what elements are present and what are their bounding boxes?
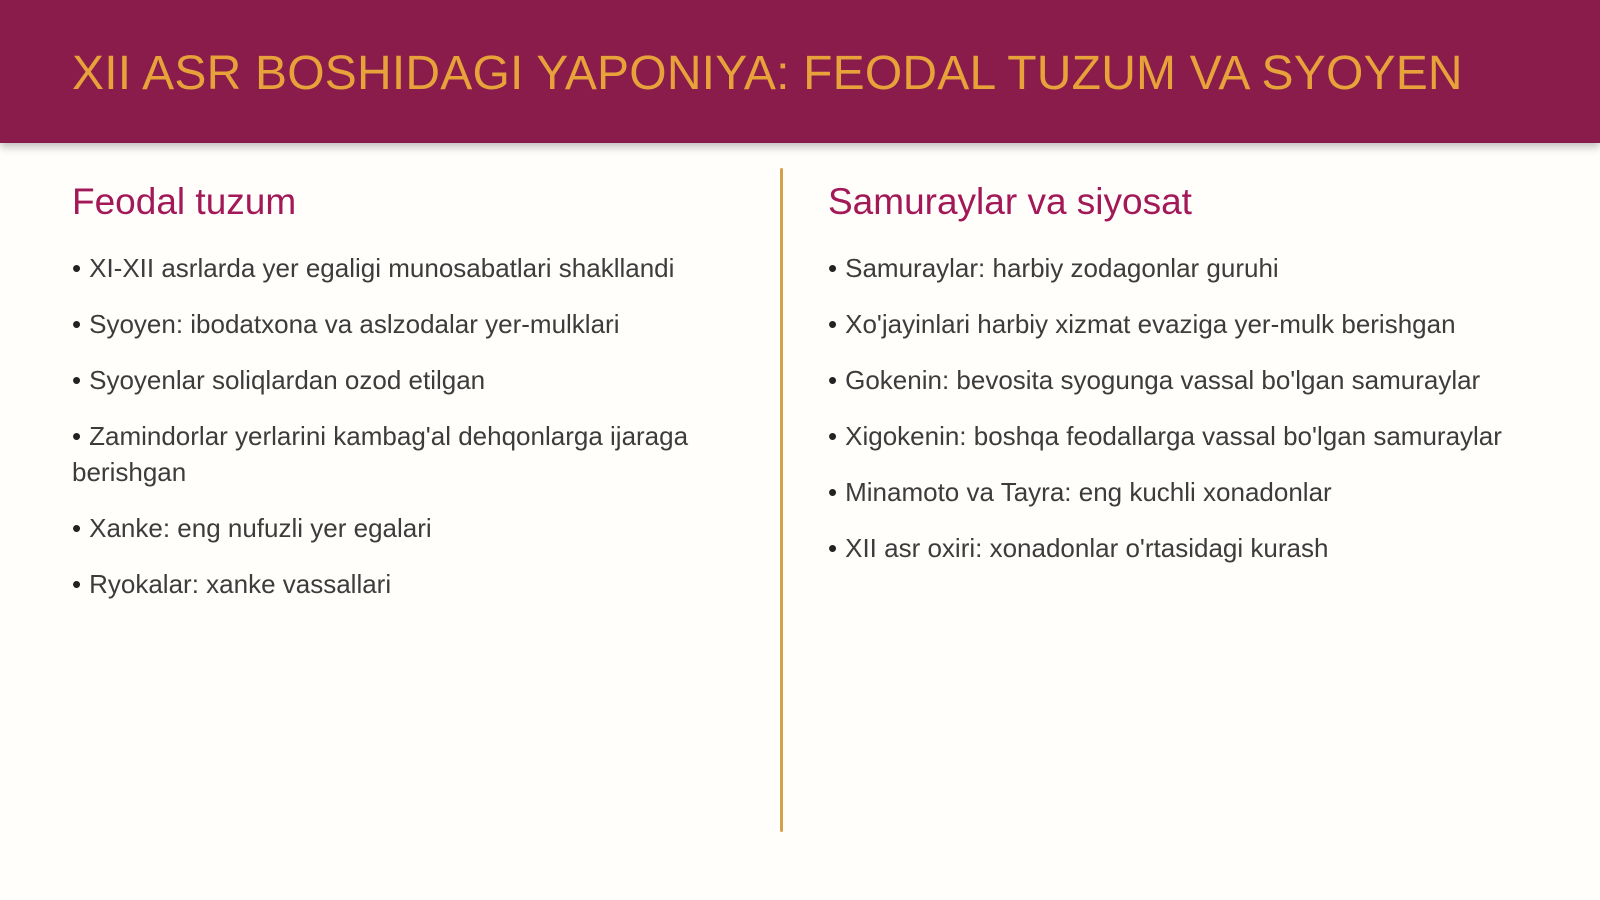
column-divider: [780, 168, 783, 832]
slide-title: XII ASR BOSHIDAGI YAPONIYA: FEODAL TUZUM VA SYOYEN: [72, 47, 1463, 100]
list-item: [828, 530, 1528, 566]
list-item-text: Samuraylar: harbiy zodagonlar guruhi: [845, 253, 1279, 283]
list-item-text: XI-XII asrlarda yer egaligi munosabatlari shakllandi: [89, 253, 675, 283]
list-item-text: Xigokenin: boshqa feodallarga vassal bo'lgan samuraylar: [845, 421, 1502, 451]
list-item: [828, 474, 1528, 510]
list-item: [828, 250, 1528, 286]
list-item-text: Minamoto va Tayra: eng kuchli xonadonlar: [845, 477, 1332, 507]
list-item-text: Syoyen: ibodatxona va aslzodalar yer-mulklari: [89, 309, 620, 339]
bullet-icon: •: [72, 365, 82, 395]
bullet-icon: •: [72, 421, 82, 451]
left-bullet-list: [72, 250, 752, 602]
bullet-icon: •: [828, 477, 838, 507]
bullet-icon: •: [828, 365, 838, 395]
list-item: [828, 418, 1528, 454]
left-heading: Feodal tuzum: [72, 181, 297, 222]
right-bullet-list: [828, 250, 1528, 566]
list-item: [828, 306, 1528, 342]
list-item-text: Gokenin: bevosita syogunga vassal bo'lgan samuraylar: [845, 365, 1481, 395]
title-banner: [0, 0, 1600, 143]
bullet-icon: •: [828, 253, 838, 283]
list-item-text: XII asr oxiri: xonadonlar o'rtasidagi kurash: [845, 533, 1329, 563]
list-item-text: Xo'jayinlari harbiy xizmat evaziga yer-mulk berishgan: [845, 309, 1456, 339]
bullet-icon: •: [72, 253, 82, 283]
bullet-icon: •: [828, 533, 838, 563]
bullet-icon: •: [72, 309, 82, 339]
list-item: [72, 418, 752, 490]
list-item: [72, 510, 752, 546]
list-item: [72, 306, 752, 342]
list-item-text: Zamindorlar yerlarini kambag'al dehqonlarga ijaraga berishgan: [72, 421, 689, 487]
bullet-icon: •: [72, 569, 82, 599]
bullet-icon: •: [828, 421, 838, 451]
list-item-text: Xanke: eng nufuzli yer egalari: [89, 513, 432, 543]
list-item-text: Ryokalar: xanke vassallari: [89, 569, 392, 599]
bullet-icon: •: [828, 309, 838, 339]
bullet-icon: •: [72, 513, 82, 543]
list-item: [828, 362, 1528, 398]
left-column: [72, 178, 752, 622]
list-item: [72, 250, 752, 286]
list-item-text: Syoyenlar soliqlardan ozod etilgan: [89, 365, 486, 395]
right-heading: Samuraylar va siyosat: [828, 181, 1192, 222]
list-item: [72, 362, 752, 398]
right-column: [828, 178, 1528, 586]
list-item: [72, 566, 752, 602]
